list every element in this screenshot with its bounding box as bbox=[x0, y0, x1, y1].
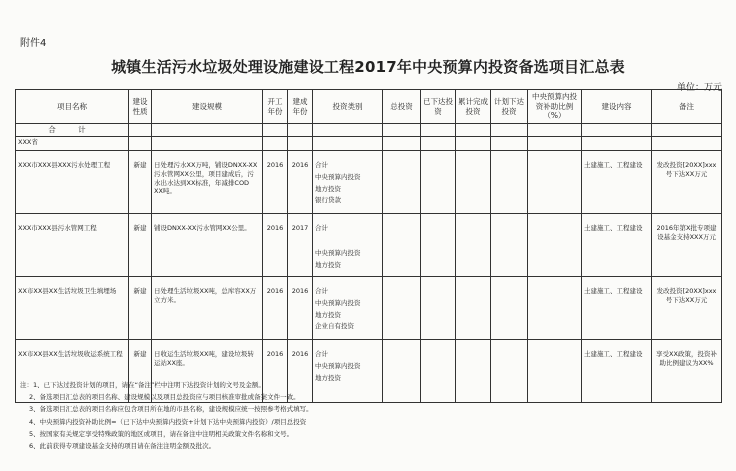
invest-type: 合计 bbox=[315, 350, 328, 359]
project-remark: 享受XX政策，投资补助比例建议为XX% bbox=[652, 340, 722, 403]
project-name: XXX市XXX县XXX污水处理工程 bbox=[16, 151, 129, 214]
header-remark: 备注 bbox=[652, 90, 722, 124]
end-year: 2016 bbox=[288, 151, 313, 214]
start-year: 2016 bbox=[263, 340, 288, 403]
note-item: 注：1、已下达过投资计划的项目，请在“备注”栏中注明下达投资计划的文号及金额。 bbox=[20, 381, 265, 389]
invest-type-list bbox=[313, 214, 383, 277]
project-name: XX市XX县XX生活垃圾收运系统工程 bbox=[16, 340, 129, 403]
project-nature: 新建 bbox=[129, 151, 152, 214]
invest-type: 合计 bbox=[315, 224, 328, 233]
end-year: 2017 bbox=[288, 214, 313, 277]
attachment-label: 附件4 bbox=[20, 38, 47, 49]
province-label: XXX省 bbox=[16, 137, 129, 151]
summary-table bbox=[15, 89, 722, 403]
table-row bbox=[16, 214, 722, 277]
project-name: XX市XX县XX生活垃圾卫生填埋场 bbox=[16, 277, 129, 340]
header-total-investment: 总投资 bbox=[383, 90, 421, 124]
total-label: 合 计 bbox=[16, 124, 129, 137]
header-nature: 建设性质 bbox=[129, 90, 152, 124]
table-row bbox=[16, 277, 722, 340]
province-row bbox=[16, 137, 722, 151]
project-remark: 发改投资[20XX]xxx号下达XX万元 bbox=[652, 277, 722, 340]
project-content: 土建施工、工程建设 bbox=[582, 277, 652, 340]
invest-type: 地方投资 bbox=[315, 260, 341, 269]
invest-type: 中央预算内投资 bbox=[315, 361, 361, 370]
project-scale: 日收运生活垃圾XX吨，建设垃圾转运站XX座。 bbox=[152, 340, 263, 403]
end-year: 2016 bbox=[288, 340, 313, 403]
header-planned-investment: 计划下达投资 bbox=[491, 90, 528, 124]
project-nature: 新建 bbox=[129, 277, 152, 340]
invest-type: 中央预算内投资 bbox=[315, 248, 361, 257]
project-scale: 日处理污水XX万吨，铺设DNXX-XX污水管网XX公里，项目建成后，污水出水达到XX标准，年减排COD XX吨。 bbox=[152, 151, 263, 214]
header-issued-investment: 已下达投资 bbox=[421, 90, 456, 124]
invest-type: 合计 bbox=[315, 161, 328, 170]
project-nature: 新建 bbox=[129, 214, 152, 277]
note-item: 6、此前获得专项建设基金支持的项目请在备注注明金额及批次。 bbox=[29, 442, 216, 451]
unit-label: 单位：万元 bbox=[676, 83, 722, 93]
invest-type: 中央预算内投资 bbox=[315, 298, 361, 307]
project-scale: 日处理生活垃圾XX吨，总库容XX万立方米。 bbox=[152, 277, 263, 340]
notes-section bbox=[20, 379, 720, 452]
start-year: 2016 bbox=[263, 277, 288, 340]
project-content: 土建施工、工程建设 bbox=[582, 340, 652, 403]
project-content: 土建施工、工程建设 bbox=[582, 214, 652, 277]
total-row bbox=[16, 124, 722, 137]
header-completed-investment: 累计完成投资 bbox=[456, 90, 491, 124]
note-item: 2、备选项目汇总表的项目名称、建设规模以及项目总投资应与项目核准审批或备案文件一致。 bbox=[29, 393, 300, 402]
header-content: 建设内容 bbox=[582, 90, 652, 124]
header-end-year: 建成年份 bbox=[288, 90, 313, 124]
project-name: XXX市XXX县污水管网工程 bbox=[16, 214, 129, 277]
start-year: 2016 bbox=[263, 214, 288, 277]
invest-type-list bbox=[313, 277, 383, 340]
header-subsidy-ratio: 中央预算内投资补助比例（%） bbox=[528, 90, 582, 124]
note-item: 4、中央预算内投资补助比例=（已下达中央预算内投资+计划下达中央预算内投资）/项目总投资 bbox=[29, 417, 307, 426]
project-scale: 铺设DNXX-XX污水管网XX公里。 bbox=[152, 214, 263, 277]
end-year: 2016 bbox=[288, 277, 313, 340]
header-invest-type: 投资类别 bbox=[313, 90, 383, 124]
header-scale: 建设规模 bbox=[152, 90, 263, 124]
invest-type: 银行贷款 bbox=[315, 196, 341, 205]
project-remark: 发改投资[20XX]xxx号下达XX万元 bbox=[652, 151, 722, 214]
project-nature: 新建 bbox=[129, 340, 152, 403]
header-name: 项目名称 bbox=[16, 90, 129, 124]
invest-type: 地方投资 bbox=[315, 373, 341, 382]
start-year: 2016 bbox=[263, 151, 288, 214]
invest-type: 合计 bbox=[315, 287, 328, 296]
invest-type: 企业自有投资 bbox=[315, 322, 354, 331]
document-title: 城镇生活污水垃圾处理设施建设工程2017年中央预算内投资备选项目汇总表 bbox=[111, 58, 625, 76]
note-item: 5、按国家有关规定享受特殊政策的地区或项目，请在备注中注明相关政策文件名称和文号。 bbox=[29, 429, 294, 438]
invest-type: 地方投资 bbox=[315, 184, 341, 193]
project-content: 土建施工、工程建设 bbox=[582, 151, 652, 214]
note-item: 3、备选项目汇总表的项目名称应包含项目所在地的市县名称，建设规模应统一按照参考格式填写。 bbox=[29, 405, 313, 414]
table-row bbox=[16, 151, 722, 214]
invest-type: 中央预算内投资 bbox=[315, 172, 361, 181]
invest-type-list bbox=[313, 151, 383, 214]
header-start-year: 开工年份 bbox=[263, 90, 288, 124]
table-header-row bbox=[16, 90, 722, 124]
project-remark: 2016年第X批专项建设基金支持XXX万元 bbox=[652, 214, 722, 277]
invest-type: 地方投资 bbox=[315, 310, 341, 319]
